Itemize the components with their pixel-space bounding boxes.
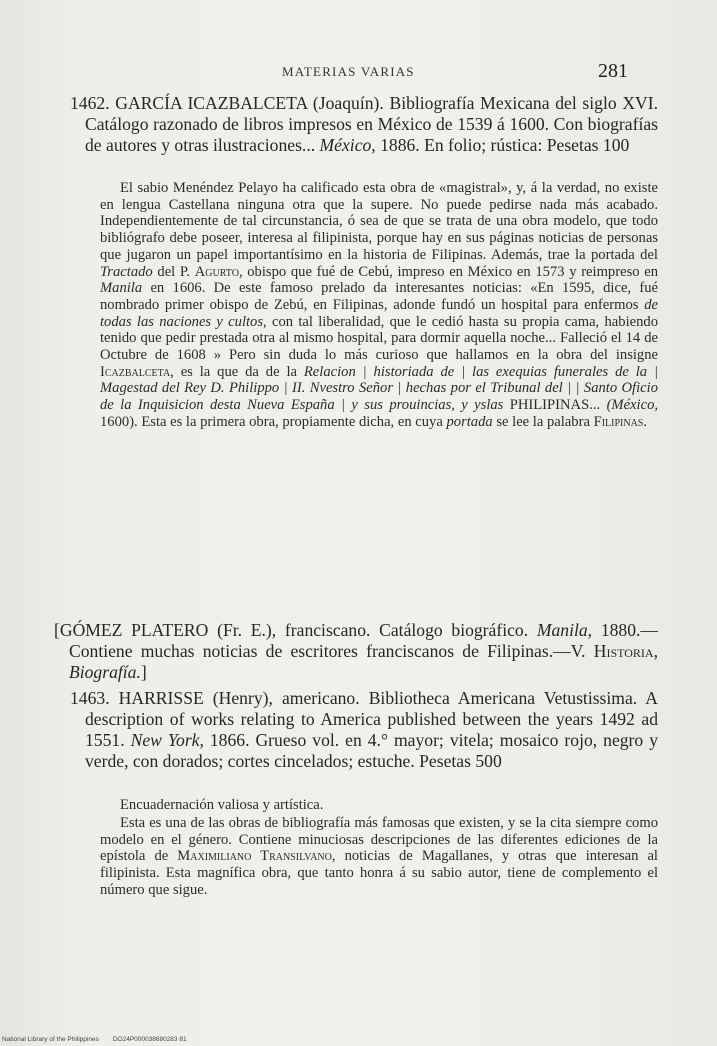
entry-1463 xyxy=(70,688,658,772)
entry-1462 xyxy=(70,93,658,156)
entry-gomez-platero xyxy=(54,620,658,683)
gomez-close: ] xyxy=(140,662,147,682)
entry-1462-tail: 1886. En folio; rústica: Pesetas 100 xyxy=(375,135,630,155)
note-1463-a: Esta es una de las obras de bibliografía más famosas que existen, y se la cita siempre como modelo en el género. Contiene minuciosas descripciones de las diferentes ediciones de la epístola de xyxy=(100,815,658,865)
entry-1463-place: New York, xyxy=(130,730,204,750)
entry-1462-place: México, xyxy=(319,135,376,155)
note-1462-b: del P. xyxy=(152,263,195,280)
note-1462-d: en 1606. De este famoso prelado da interesantes noticias: «En 1595, dice, fué nombrado primer obispo de Zebú, en Filipinas, adonde fundó un hospital para enfermos xyxy=(100,280,658,313)
running-head xyxy=(0,62,717,84)
note-1462-g: 1600). Esta es la primera obra, propiamente dicha, en cuya xyxy=(100,413,447,430)
page-number: 281 xyxy=(598,60,628,82)
gomez-text: [GÓMEZ PLATERO (Fr. E.), franciscano. Catálogo biográfico. xyxy=(54,620,537,640)
note-1463-binding xyxy=(100,797,658,814)
note-1462-ital-d: (México, xyxy=(606,397,659,414)
note-1463 xyxy=(100,815,658,899)
entry-1463-tail: 1866. Grueso vol. en 4.° mayor; vitela; mosaico rojo, negro y verde, con dorados; cortes cincelados; estuche. Pesetas 500 xyxy=(85,730,659,771)
note-1462-ital-e: portada xyxy=(446,413,493,430)
note-1462-sc-b: Icazbalceta xyxy=(100,363,171,380)
gomez-mid: 1880.—Contiene muchas noticias de escritores franciscanos de Filipinas.—V. xyxy=(69,620,658,661)
note-1463-sc: Maximiliano Transilvano xyxy=(177,848,332,865)
gomez-place: Manila, xyxy=(536,620,593,640)
gomez-sc: Historia xyxy=(593,641,654,661)
note-1462-e: , con tal liberalidad, que le cedió hasta su propia cama, habiendo tenido que pedir prestada otra al mismo hospital, para dormir aquella noche... Falleció el 14 de Octubre de 1608 » Pero sin duda lo más curioso que hallamos en la obra del insigne xyxy=(100,313,658,364)
note-1462-ital-c: Relacion | historiada de | las exequias funerales de la | Magestad del Rey D. Philippo | II. Nvestro Señor | hechas por el Tribunal del | | Santo Oficio de la Inquisicion desta Nueva España | y sus prouincias, y yslas xyxy=(100,363,658,414)
note-1462-sc-c: Filipinas xyxy=(593,413,644,430)
note-1463-end: , noticias de Magallanes, y otras que interesan al filipinista. Esta magnífica obra, que tanto honra á su sabio autor, tiene de complemento el número que sigue. xyxy=(100,848,658,898)
note-1463-binding-text: Encuadernación valiosa y artística. xyxy=(120,797,324,813)
gomez-comma: , xyxy=(653,641,658,661)
footer-library: National Library of the Philippines xyxy=(2,1036,99,1043)
note-1462 xyxy=(100,180,658,431)
note-1462-ital-a: Tractado xyxy=(100,263,153,280)
note-1462-a: El sabio Menéndez Pelayo ha calificado esta obra de «magistral», y, á la verdad, no existe en lengua Castellana ninguna otra que la supere. No puede pedirse nada más acabado. Independientemente de tal circunstancia, ó sea de que se trata de una obra modelo, que todo bibliógrafo debe poseer, interesa al filipinista, porque hay en sus páginas noticias de personas que jugaron un papel importantísimo en la historia de Filipinas. Además, trae la portada del xyxy=(100,180,658,263)
note-1462-place: Manila xyxy=(100,280,143,297)
note-1462-ital-b: de todas las naciones y cultos xyxy=(100,296,658,330)
note-1462-h: se lee la palabra xyxy=(492,413,594,430)
entry-1463-text: 1463. HARRISSE (Henry), americano. Bibliotheca Americana Vetustissima. A description of works relating to America published between the years 1492 ad 1551. xyxy=(70,688,658,750)
note-1462-sc-a: Agurto xyxy=(194,263,239,280)
note-1462-end: . xyxy=(643,413,648,430)
note-1462-f: , es la que da de la xyxy=(170,363,304,380)
note-1462-c: , obispo que fué de Cebú, impreso en México en 1573 y reimpreso en xyxy=(238,263,658,280)
scan-footer xyxy=(2,1036,201,1043)
entry-1462-text: 1462. GARCÍA ICAZBALCETA (Joaquín). Bibliografía Mexicana del siglo XVI. Catálogo razonado de libros impresos en México de 1539 á 1600. Con biografías de autores y otras ilustraciones... xyxy=(70,93,658,155)
footer-code: DO24P000038680283 81 xyxy=(112,1036,187,1043)
gomez-ital: Biografía. xyxy=(69,662,141,682)
note-1462-caps: PHILIPINAS... xyxy=(503,397,607,414)
running-title: MATERIAS VARIAS xyxy=(282,64,415,79)
